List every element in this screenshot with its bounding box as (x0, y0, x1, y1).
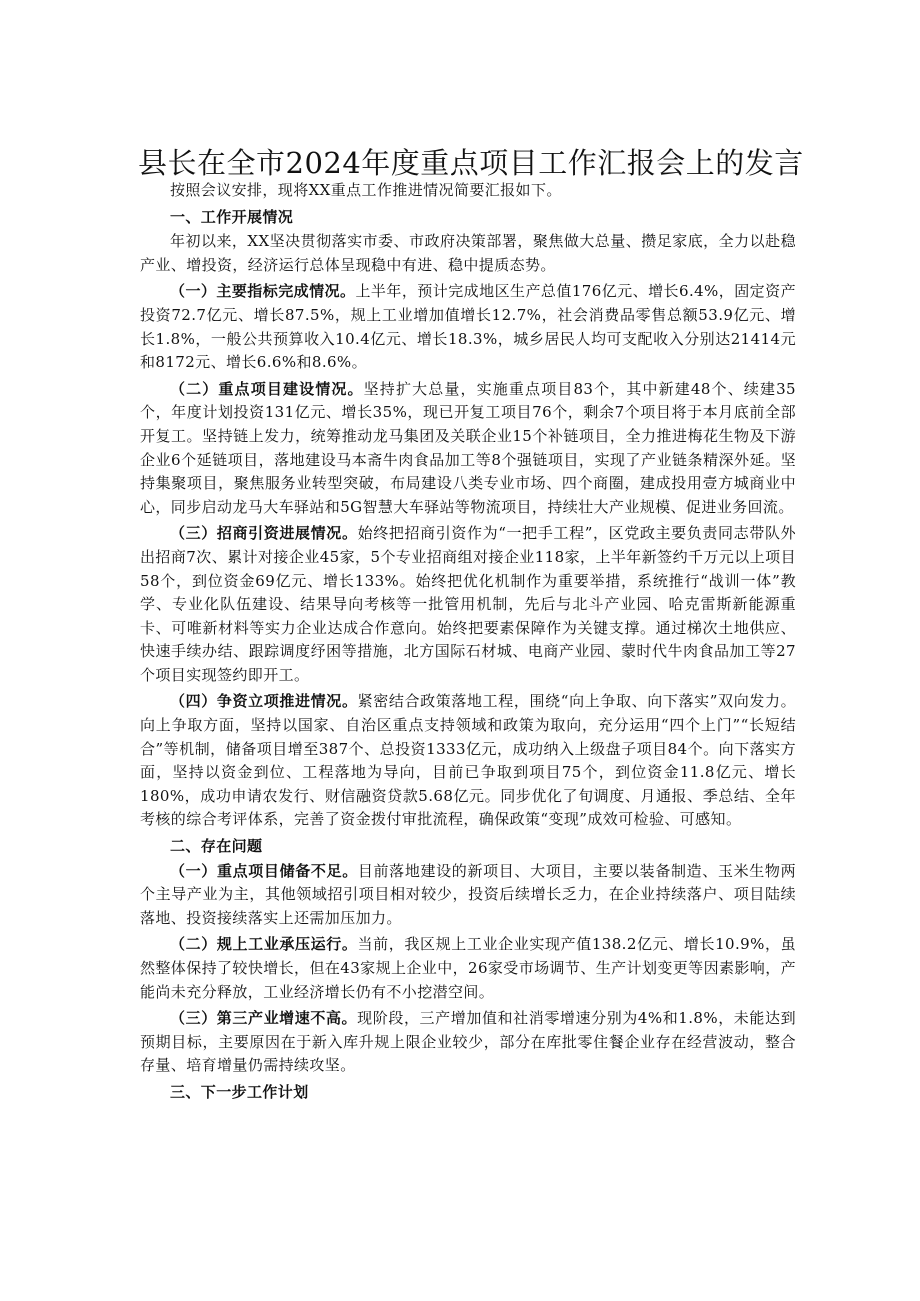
item-text: 坚持扩大总量，实施重点项目83个，其中新建48个、续建35个，年度计划投资131亿元、增长35%，现已开复工项目76个，剩余7个项目将于本月底前全部开复工。坚持链上发力，统筹推动龙马集团及关联企业15个补链项目，全力推进梅花生物及下游企业6个延链项目，落地建设马本斋牛肉食品加工等8个强链项目，实现了产业链条精深外延。坚持集聚项目，聚焦服务业转型突破，布局建设八类专业市场、四个商圈，建成投用壹方城商业中心，同步启动龙马大车驿站和5G智慧大车驿站等物流项目，持续壮大产业规模、促进业务回流。 (140, 379, 796, 516)
section-1-overview: 年初以来，XX坚决贯彻落实市委、市政府决策部署，聚焦做大总量、攒足家底，全力以赴稳产业、增投资，经济运行总体呈现稳中有进、稳中提质态势。 (140, 232, 796, 274)
item-lead: （一）重点项目储备不足。 (170, 861, 358, 880)
intro-paragraph: 按照会议安排，现将XX重点工作推进情况简要汇报如下。 (170, 181, 562, 199)
item-funding-projects (140, 690, 796, 832)
section-heading-work-progress: 一、工作开展情况 (170, 207, 294, 226)
item-lead: （一）主要指标完成情况。 (170, 282, 356, 301)
document-body (140, 179, 796, 1106)
problem-project-reserve (140, 860, 796, 931)
item-investment-attraction (140, 522, 796, 687)
item-text: 当前，我区规上工业企业实现产值138.2亿元、增长10.9%，虽然整体保持了较快增长，但在43家规上企业中，26家受市场调节、生产计划变更等因素影响，产能尚未充分释放，工业经济增长仍有不小挖潜空间。 (140, 935, 796, 1001)
item-lead: （四）争资立项推进情况。 (170, 692, 358, 711)
problem-tertiary-growth (140, 1007, 796, 1078)
problem-industrial-pressure (140, 933, 796, 1004)
item-text: 始终把招商引资作为“一把手工程”，区党政主要负责同志带队外出招商7次、累计对接企业45家，5个专业招商组对接企业118家，上半年新签约千万元以上项目58个，到位资金69亿元、增长133%。始终把优化机制作为重要举措，系统推行“战训一体”教学、专业化队伍建设、结果导向考核等一批管用机制，先后与北斗产业园、哈克雷斯新能源重卡、可唯新材料等实力企业达成合作意向。始终把要素保障作为关键支撑。通过梯次土地供应、快速手续办结、跟踪调度纾困等措施，北方国际石材城、电商产业园、蒙时代牛肉食品加工等27个项目实现签约即开工。 (140, 524, 796, 684)
section-heading-next-steps: 三、下一步工作计划 (170, 1082, 309, 1101)
section-heading-problems: 二、存在问题 (170, 837, 263, 856)
item-lead: （三）招商引资进展情况。 (170, 524, 358, 543)
item-text: 紧密结合政策落地工程，围绕“向上争取、向下落实”双向发力。向上争取方面，坚持以国家、自治区重点支持领域和政策为取向，充分运用“四个上门”“长短结合”等机制，储备项目增至387个、总投资1333亿元，成功纳入上级盘子项目84个。向下落实方面，坚持以资金到位、工程落地为导向，目前已争取到项目75个，到位资金11.8亿元、增长180%，成功申请农发行、财信融资贷款5.68亿元。同步优化了旬调度、月通报、季总结、全年考核的综合考评体系，完善了资金拨付审批流程，确保政策“变现”成效可检验、可感知。 (140, 692, 796, 829)
item-key-projects (140, 378, 796, 520)
item-key-indicators (140, 280, 796, 374)
item-text: 上半年，预计完成地区生产总值176亿元、增长6.4%，固定资产投资72.7亿元、增长87.5%，规上工业增加值增长12.7%，社会消费品零售总额53.9亿元、增长1.8%，一般公共预算收入10.4亿元、增长18.3%，城乡居民人均可支配收入分别达21414元和8172元、增长6.6%和8.6%。 (140, 282, 796, 372)
item-lead: （三）第三产业增速不高。 (170, 1009, 358, 1028)
item-text: 现阶段，三产增加值和社消零增速分别为4%和1.8%，未能达到预期目标，主要原因在于新入库升规上限企业较少，部分在库批零住餐企业存在经营波动，整合存量、培育增量仍需持续攻坚。 (140, 1009, 796, 1075)
document-title: 县长在全市2024年度重点项目工作汇报会上的发言 (138, 146, 804, 181)
item-lead: （二）重点项目建设情况。 (170, 379, 364, 398)
item-lead: （二）规上工业承压运行。 (170, 935, 358, 954)
item-text: 目前落地建设的新项目、大项目，主要以装备制造、玉米生物两个主导产业为主，其他领域招引项目相对较少，投资后续增长乏力，在企业持续落户、项目陆续落地、投资接续落实上还需加压加力。 (140, 861, 796, 927)
